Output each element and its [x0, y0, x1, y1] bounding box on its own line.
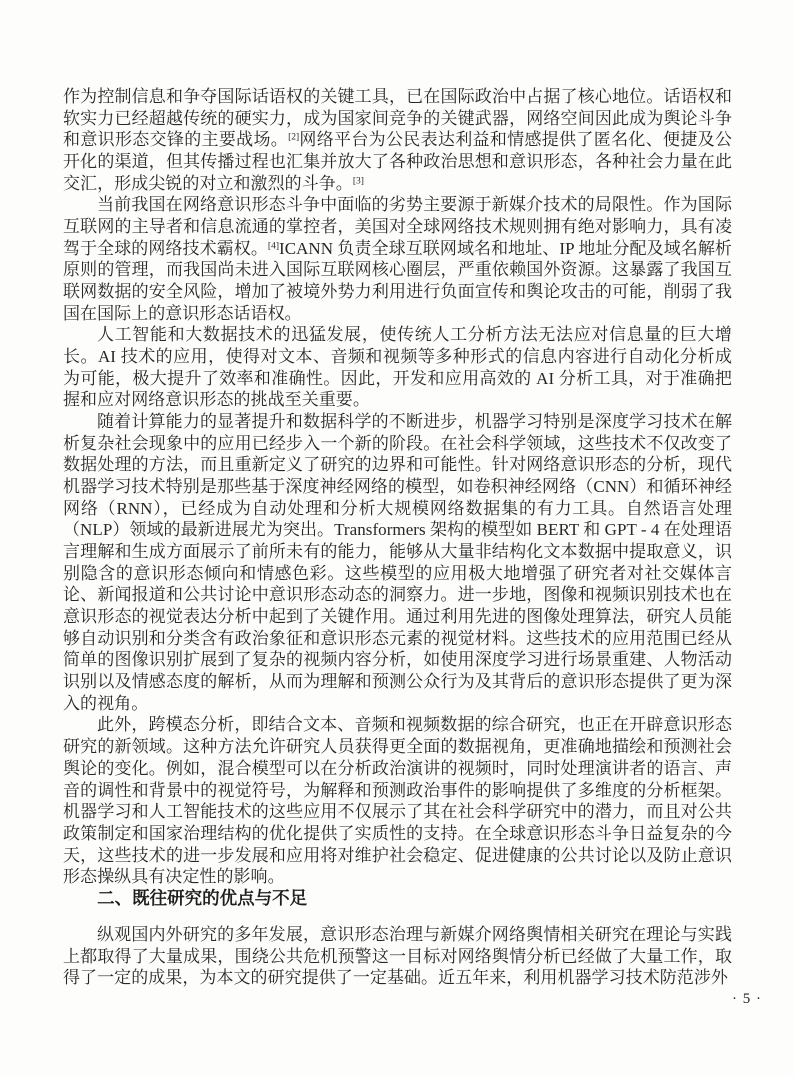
paragraph-text: 人工智能和大数据技术的迅猛发展，使传统人工分析方法无法应对信息量的巨大增长。AI 技术的应用，使得对文本、音频和视频等多种形式的信息内容进行自动化分析成为可能，极大提升了效率和准确性。因此，开发和应用高效的 AI 分析工具，对于准确把握和应对网络意识形态的挑战至关重要。: [63, 325, 732, 410]
citation-ref: [2]: [288, 132, 300, 143]
body-paragraph: [63, 714, 732, 887]
paragraph-text: 此外，跨模态分析，即结合文本、音频和视频数据的综合研究，也正在开辟意识形态研究的新领域。这种方法允许研究人员获得更全面的数据视角，更准确地描绘和预测社会舆论的变化。例如，混合模型可以在分析政治演讲的视频时，同时处理演讲者的语言、声音的调性和背景中的视觉符号，为解释和预测政治事件的影响提供了多维度的分析框架。机器学习和人工智能技术的这些应用不仅展示了其在社会科学研究中的潜力，而且对公共政策制定和国家治理结构的优化提供了实质性的支持。在全球意识形态斗争日益复杂的今天，这些技术的进一步发展和应用将对维护社会稳定、促进健康的公共讨论以及防止意识形态操纵具有决定性的影响。: [63, 715, 732, 887]
paragraph-text: ICANN 负责全球互联网域名和地址、IP 地址分配及域名解析原则的管理，而我国尚未进入国际互联网核心圈层，严重依赖国外资源。这暴露了我国互联网数据的安全风险，增加了被境外势力利用进行负面宣传和舆论攻击的可能，削弱了我国在国际上的意识形态话语权。: [63, 238, 732, 323]
citation-ref: [4]: [267, 241, 279, 252]
body-paragraph: [63, 924, 732, 989]
body-paragraph: [63, 411, 732, 714]
section-heading: 二、既往研究的优点与不足: [97, 887, 308, 908]
citation-ref: [3]: [352, 176, 364, 187]
paragraph-text: 当前我国在网络意识形态斗争中面临的劣势主要源于新媒介技术的局限性。作为国际互联网的主导者和信息流通的掌控者，美国对全球网络技术规则拥有绝对影响力，具有凌驾于全球的网络技术霸权。: [63, 195, 732, 258]
paragraph-text: 纵观国内外研究的多年发展，意识形态治理与新媒介网络舆情相关研究在理论与实践上都取得了大量成果，围绕公共危机预警这一目标对网络舆情分析已经做了大量工作，取得了一定的成果，为本文的研究提供了一定基础。近五年来，利用机器学习技术防范涉外: [63, 925, 732, 988]
body-paragraph: [63, 324, 732, 411]
page-number: · 5 ·: [732, 991, 762, 1007]
paragraph-text: 网络平台为公民表达利益和情感提供了匿名化、便捷及公开化的渠道，但其传播过程也汇集并放大了各种政治思想和意识形态，各种社会力量在此交汇，形成尖锐的对立和激烈的斗争。: [63, 130, 732, 193]
paragraph-text: 作为控制信息和争夺国际话语权的关键工具，已在国际政治中占据了核心地位。话语权和软实力已经超越传统的硬实力，成为国家间竞争的关键武器，网络空间因此成为舆论斗争和意识形态交锋的主要战场。: [63, 87, 732, 150]
body-paragraph: [63, 86, 732, 194]
body-paragraph: [63, 194, 732, 324]
paragraph-text: 随着计算能力的显著提升和数据科学的不断进步，机器学习特别是深度学习技术在解析复杂社会现象中的应用已经步入一个新的阶段。在社会科学领域，这些技术不仅改变了数据处理的方法，而且重新定义了研究的边界和可能性。针对网络意识形态的分析，现代机器学习技术特别是那些基于深度神经网络的模型，如卷积神经网络（CNN）和循环神经网络（RNN），已经成为自动处理和分析大规模网络数据集的有力工具。自然语言处理（NLP）领域的最新进展尤为突出。Transformers 架构的模型如 BERT 和 GPT - 4 在处理语言理解和生成方面展示了前所未有的能力，能够从大量非结构化文本数据中提取意义，识别隐含的意识形态倾向和情感色彩。这些模型的应用极大地增强了研究者对社交媒体言论、新闻报道和公共讨论中意识形态动态的洞察力。进一步地，图像和视频识别技术也在意识形态的视觉表达分析中起到了关键作用。通过利用先进的图像处理算法，研究人员能够自动识别和分类含有政治象征和意识形态元素的视觉材料。这些技术的应用范围已经从简单的图像识别扩展到了复杂的视频内容分析，如使用深度学习进行场景重建、人物活动识别以及情感态度的解析，从而为理解和预测公众行为及其背后的意识形态提供了更为深入的视角。: [63, 412, 732, 713]
